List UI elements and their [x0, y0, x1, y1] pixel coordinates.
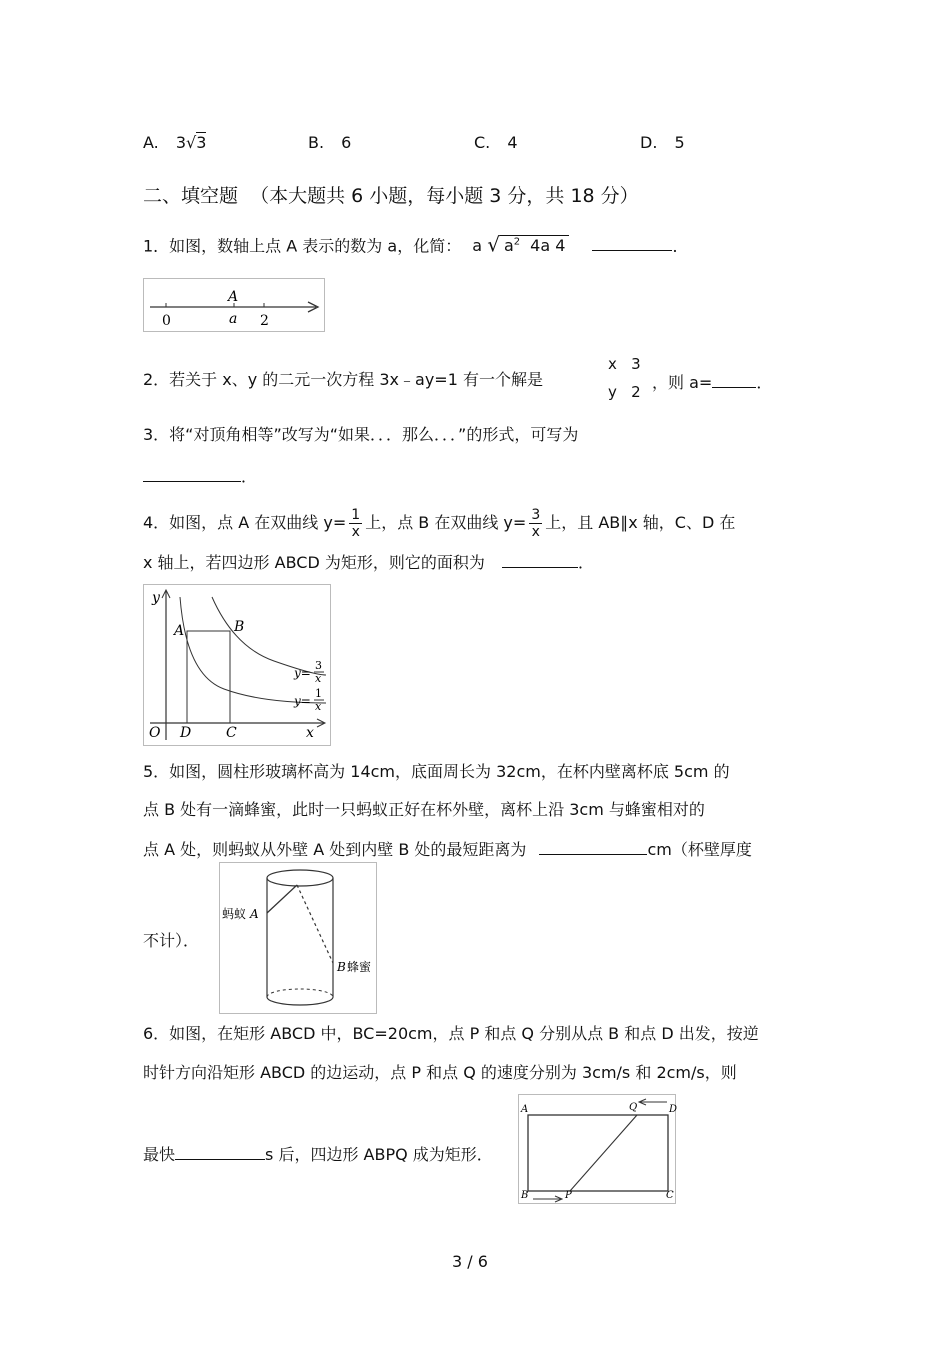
section-heading: [143, 181, 639, 208]
q4-frac-1: [349, 507, 362, 540]
curve1-den: x: [315, 700, 322, 713]
q4-frac-2: [529, 507, 542, 540]
rectangle-figure: [518, 1094, 676, 1204]
q2-sys-y: y 2: [608, 383, 641, 401]
question-6-line-1: [143, 1024, 759, 1044]
q1-rest: 4a 4: [530, 236, 566, 256]
point-D: D: [180, 725, 192, 741]
curve3-den: x: [315, 672, 322, 685]
q5-line4: 不计）．: [143, 931, 200, 950]
question-5-line-3: [143, 838, 752, 860]
hyperbola-figure: [143, 584, 331, 746]
q1-radical: [500, 235, 569, 255]
question-5-line-4: [143, 931, 199, 951]
cylinder-figure: [219, 862, 377, 1014]
option-c-letter: C.: [474, 133, 491, 152]
q5-line3-end: cm（杯壁厚度: [647, 840, 752, 859]
section-note: （本大题共 6 小题，每小题 3 分，共 18 分）: [250, 185, 639, 207]
vertex-D: D: [669, 1104, 678, 1115]
q4-text-a: 4．如图，点 A 在双曲线 y=: [143, 513, 347, 532]
point-A: A: [174, 623, 185, 639]
rectangle-svg: [519, 1095, 678, 1203]
option-c: [474, 133, 518, 152]
q2-sys-x: x 3: [608, 355, 641, 373]
q1-text: 1．如图，数轴上点 A 表示的数为 a，化简：: [143, 236, 462, 256]
q4-frac1-num: 1: [351, 507, 361, 523]
number-line-figure: [143, 278, 325, 332]
q6-line3-b: s 后，四边形 ABPQ 成为矩形．: [265, 1145, 493, 1164]
curve3-num: 3: [315, 659, 322, 672]
curve1-num: 1: [315, 687, 322, 700]
q3-answer-blank[interactable]: [143, 465, 241, 482]
q1-answer-blank[interactable]: [592, 234, 672, 251]
ant-point: A: [250, 907, 259, 921]
honey-label: 蜂蜜: [347, 960, 372, 974]
question-5-line-1: [143, 762, 730, 782]
q6-line1: 6．如图，在矩形 ABCD 中，BC=20cm，点 P 和点 Q 分别从点 B 和点 D 出发，按逆: [143, 1024, 759, 1043]
question-6-line-3: [143, 1143, 493, 1165]
point-C: C: [226, 725, 237, 741]
curve3-label: y=: [294, 666, 311, 680]
q5-answer-blank[interactable]: [539, 838, 647, 855]
question-4: [143, 507, 735, 540]
q2-tail: [652, 370, 772, 393]
option-b-value: 6: [341, 133, 352, 152]
q3-end: ．: [241, 467, 258, 486]
option-a: [143, 133, 206, 152]
axis-x: x: [306, 725, 314, 741]
honey-point: B: [337, 960, 346, 974]
q4-end: ．: [577, 553, 594, 572]
option-c-value: 4: [507, 133, 518, 152]
option-a-letter: A.: [143, 133, 159, 152]
ant-label: 蚂蚁: [222, 907, 247, 921]
section-title: 二、填空题: [143, 185, 239, 207]
q1-expr-prefix: a: [472, 236, 483, 256]
q6-answer-blank[interactable]: [175, 1143, 265, 1160]
sqrt-sign: √: [186, 133, 197, 152]
q4-frac1-den: x: [351, 524, 360, 540]
option-d: [640, 133, 685, 152]
point-P: P: [565, 1190, 572, 1201]
q2-text: 2．若关于 x、y 的二元一次方程 3x﹣ay=1 有一个解是: [143, 370, 543, 389]
q6-line3-a: 最快: [143, 1145, 176, 1164]
option-b-letter: B.: [308, 133, 325, 152]
label-0: 0: [162, 313, 171, 329]
q5-line2: 点 B 处有一滴蜂蜜，此时一只蚂蚁正好在杯外壁，离杯上沿 3cm 与蜂蜜相对的: [143, 800, 705, 819]
number-line-svg: [144, 279, 324, 331]
label-a: a: [229, 311, 238, 327]
question-5-line-2: [143, 800, 705, 820]
vertex-C: C: [666, 1190, 674, 1201]
q1-sup: 2: [513, 237, 521, 248]
q1-radicand: a: [503, 236, 514, 256]
q5-line3: 点 A 处，则蚂蚁从外壁 A 处到内壁 B 处的最短距离为: [143, 840, 527, 859]
q1-end: ．: [672, 236, 689, 256]
q4-answer-blank[interactable]: [502, 551, 578, 568]
vertex-A: A: [521, 1104, 529, 1115]
q4-line-2: [143, 551, 594, 573]
option-d-letter: D.: [640, 133, 658, 152]
point-B: B: [234, 619, 245, 635]
option-a-radicand: 3: [196, 133, 207, 152]
label-A: A: [228, 289, 239, 305]
q2-tail-dot: ．: [756, 373, 773, 392]
option-d-value: 5: [674, 133, 685, 152]
q3-text: 3．将“对顶角相等”改写为“如果．．．那么．．．”的形式，可写为: [143, 425, 579, 444]
page-number: [452, 1252, 488, 1271]
q3-answer-line: [143, 465, 257, 487]
q2-system: [608, 350, 641, 406]
hyperbola-svg: [144, 585, 330, 745]
axis-y: y: [152, 590, 160, 606]
q4-frac2-den: x: [531, 524, 540, 540]
option-b: [308, 133, 351, 152]
question-1: [143, 233, 689, 256]
vertex-B: B: [521, 1190, 529, 1201]
curve1-label: y=: [294, 694, 311, 708]
question-3: [143, 425, 578, 445]
question-6-line-2: [143, 1063, 737, 1083]
q4-text-c: 上，且 AB∥x 轴，C、D 在: [545, 513, 736, 532]
q2-answer-blank[interactable]: [712, 371, 756, 388]
page-number-text: 3 / 6: [452, 1252, 488, 1271]
q4-line2-text: x 轴上，若四边形 ABCD 为矩形，则它的面积为: [143, 553, 485, 572]
q4-frac2-num: 3: [531, 507, 541, 523]
q1-sqrt-sign: √: [487, 232, 500, 257]
cylinder-svg: [220, 863, 376, 1013]
q4-text-b: 上，点 B 在双曲线 y=: [365, 513, 527, 532]
question-2: [143, 370, 543, 390]
label-2: 2: [260, 313, 269, 329]
origin-O: O: [149, 725, 161, 741]
option-a-value: 3: [175, 133, 187, 152]
q2-end: ，则 a=: [652, 373, 713, 392]
q5-line1: 5．如图，圆柱形玻璃杯高为 14cm，底面周长为 32cm，在杯内壁离杯底 5cm 的: [143, 762, 730, 781]
q6-line2: 时针方向沿矩形 ABCD 的边运动，点 P 和点 Q 的速度分别为 3cm/s 和 2cm/s，则: [143, 1063, 737, 1082]
point-Q: Q: [629, 1102, 638, 1113]
